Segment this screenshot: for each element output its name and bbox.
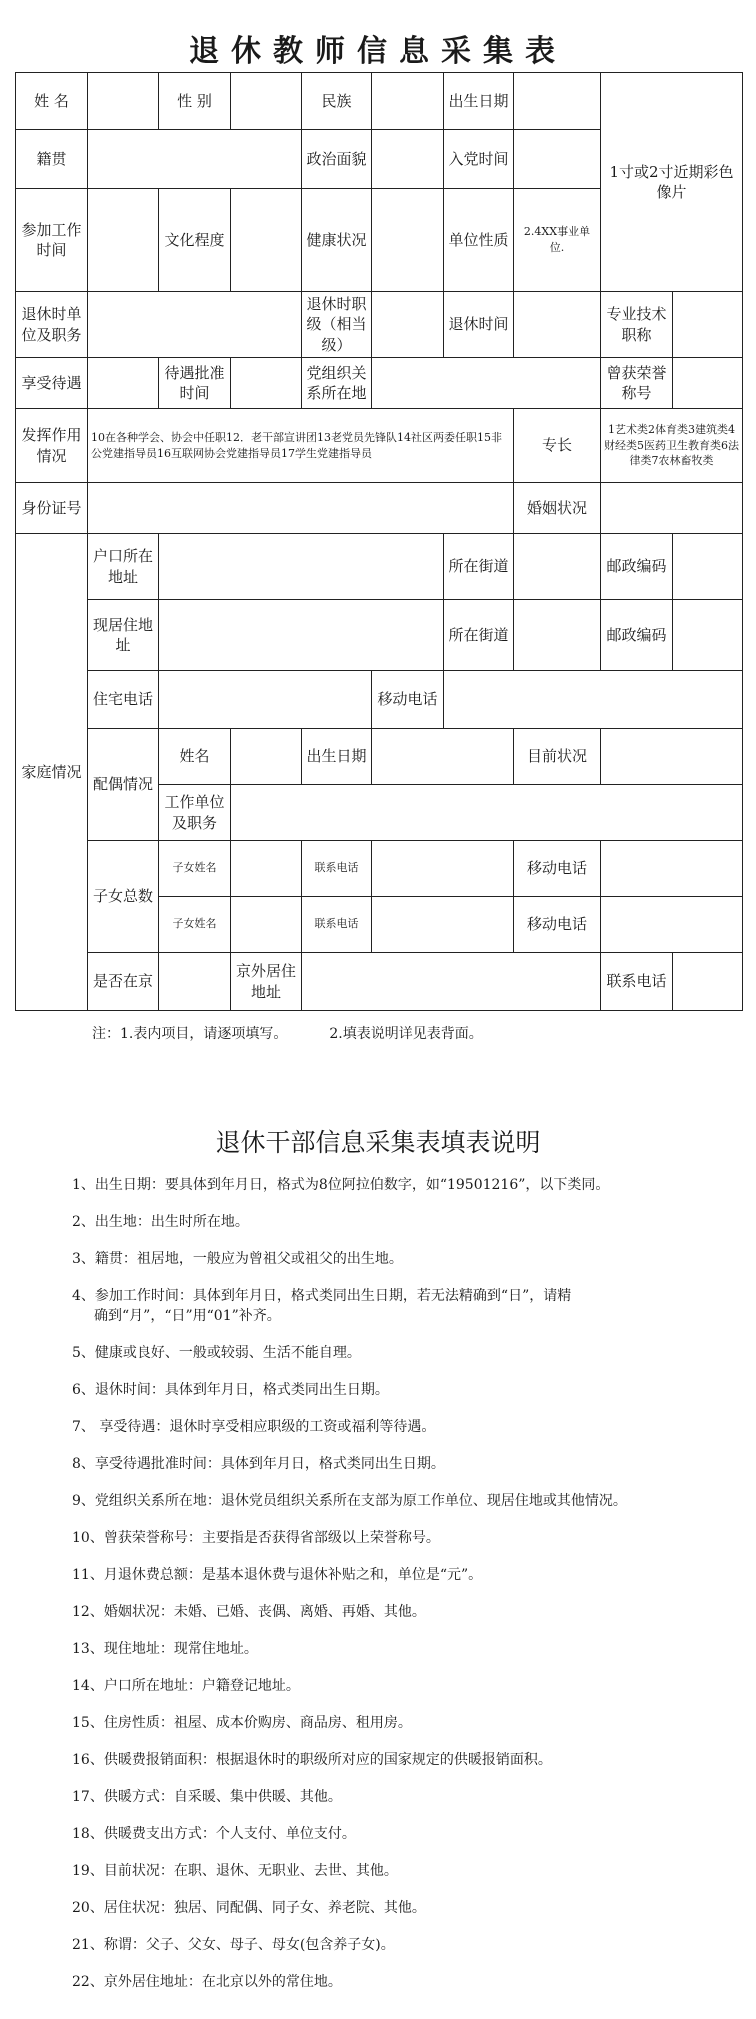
unit-nature-value[interactable]: 2.4XX事业单位. — [514, 189, 601, 292]
child-name-label: 子女姓名 — [159, 897, 231, 953]
specialty-label: 专长 — [514, 409, 601, 483]
family-label: 家庭情况 — [16, 534, 88, 1011]
instruction-item: 11、月退休费总额：是基本退休费与退休补贴之和，单位是“元”。 — [72, 1567, 483, 1583]
street-input[interactable] — [514, 600, 601, 671]
instruction-item: 1、出生日期：要具体到年月日，格式为8位阿拉伯数字，如“19501216”，以下类同。 — [72, 1177, 610, 1193]
info-form-table — [15, 72, 743, 1011]
gender-label: 性 别 — [159, 73, 231, 130]
instruction-item: 14、户口所在地址：户籍登记地址。 — [72, 1678, 300, 1694]
native-place-input[interactable] — [88, 130, 302, 189]
name-input[interactable] — [88, 73, 159, 130]
note-item-2: 2.填表说明详见表背面。 — [329, 1026, 483, 1042]
spouse-birthdate-label: 出生日期 — [302, 729, 372, 785]
contact-phone-input[interactable] — [372, 841, 514, 897]
birthdate-label: 出生日期 — [444, 73, 514, 130]
spouse-work-label: 工作单位及职务 — [159, 785, 231, 841]
marital-input[interactable] — [601, 483, 743, 534]
mobile-label: 移动电话 — [514, 897, 601, 953]
home-phone-input[interactable] — [159, 671, 372, 729]
instruction-item: 21、称谓：父子、父女、母子、母女(包含养子女)。 — [72, 1937, 395, 1953]
child-name-input[interactable] — [231, 841, 302, 897]
retire-unit-label: 退休时单位及职务 — [16, 292, 88, 358]
instruction-item: 3、籍贯：祖居地，一般应为曾祖父或祖父的出生地。 — [72, 1251, 403, 1267]
photo-box[interactable]: 1寸或2寸近期彩色像片 — [601, 73, 743, 292]
retire-rank-label: 退休时职级（相当级） — [302, 292, 372, 358]
street-input[interactable] — [514, 534, 601, 600]
political-input[interactable] — [372, 130, 444, 189]
spouse-name-label: 姓名 — [159, 729, 231, 785]
role-value[interactable]: 10在各种学会、协会中任职12．老干部宣讲团13老党员先锋队14社区两委任职15非公党建指导员16互联网协会党建指导员17学生党建指导员 — [88, 409, 514, 483]
instruction-item: 5、健康或良好、一般或较弱、生活不能自理。 — [72, 1345, 361, 1361]
outside-beijing-label: 京外居住地址 — [231, 953, 302, 1011]
id-label: 身份证号 — [16, 483, 88, 534]
instruction-item: 18、供暖费支出方式：个人支付、单位支付。 — [72, 1826, 356, 1842]
contact-phone-label: 联系电话 — [302, 897, 372, 953]
in-beijing-label: 是否在京 — [88, 953, 159, 1011]
instruction-item: 12、婚姻状况：未婚、已婚、丧偶、离婚、再婚、其他。 — [72, 1604, 426, 1620]
children-count-label: 子女总数 — [88, 841, 159, 953]
spouse-birthdate-input[interactable] — [372, 729, 514, 785]
gender-input[interactable] — [231, 73, 302, 130]
mobile-input[interactable] — [601, 841, 743, 897]
instruction-item: 9、党组织关系所在地：退休党员组织关系所在支部为原工作单位、现居住地或其他情况。 — [72, 1493, 627, 1509]
honor-label: 曾获荣誉称号 — [601, 358, 673, 409]
instruction-item: 4、参加工作时间：具体到年月日，格式类同出生日期，若无法精确到“日”，请精 确到“月”，“日”用“01”补齐。 — [72, 1288, 572, 1324]
in-beijing-input[interactable] — [159, 953, 231, 1011]
postcode-input[interactable] — [673, 600, 743, 671]
party-join-label: 入党时间 — [444, 130, 514, 189]
mobile-label: 移动电话 — [514, 841, 601, 897]
instruction-item: 7、 享受待遇：退休时享受相应职级的工资或福利等待遇。 — [72, 1419, 436, 1435]
current-status-label: 目前状况 — [514, 729, 601, 785]
unit-nature-label: 单位性质 — [444, 189, 514, 292]
retire-time-label: 退休时间 — [444, 292, 514, 358]
instruction-item: 2、出生地：出生时所在地。 — [72, 1214, 249, 1230]
id-input[interactable] — [88, 483, 514, 534]
education-label: 文化程度 — [159, 189, 231, 292]
mobile-input[interactable] — [601, 897, 743, 953]
instruction-item: 6、退休时间：具体到年月日，格式类同出生日期。 — [72, 1382, 389, 1398]
title-label: 专业技术职称 — [601, 292, 673, 358]
party-join-input[interactable] — [514, 130, 601, 189]
contact-phone-label: 联系电话 — [302, 841, 372, 897]
instruction-item: 13、现住地址：现常住地址。 — [72, 1641, 258, 1657]
instruction-item: 22、京外居住地址：在北京以外的常住地。 — [72, 1974, 342, 1990]
instruction-item: 19、目前状况：在职、退休、无职业、去世、其他。 — [72, 1863, 398, 1879]
instruction-item: 10、曾获荣誉称号：主要指是否获得省部级以上荣誉称号。 — [72, 1530, 440, 1546]
residence-input[interactable] — [159, 600, 444, 671]
name-label: 姓 名 — [16, 73, 88, 130]
postcode-label: 邮政编码 — [601, 600, 673, 671]
current-status-input[interactable] — [601, 729, 743, 785]
contact-phone-input[interactable] — [673, 953, 743, 1011]
residence-label: 现居住地址 — [88, 600, 159, 671]
street-label: 所在街道 — [444, 534, 514, 600]
instruction-item: 20、居住状况：独居、同配偶、同子女、养老院、其他。 — [72, 1900, 426, 1916]
political-label: 政治面貌 — [302, 130, 372, 189]
instruction-item: 16、供暖费报销面积：根据退休时的职级所对应的国家规定的供暖报销面积。 — [72, 1752, 552, 1768]
retire-time-input[interactable] — [514, 292, 601, 358]
retire-rank-input[interactable] — [372, 292, 444, 358]
native-place-label: 籍贯 — [16, 130, 88, 189]
mobile-input[interactable] — [444, 671, 743, 729]
home-phone-label: 住宅电话 — [88, 671, 159, 729]
party-org-input[interactable] — [372, 358, 601, 409]
contact-phone-input[interactable] — [372, 897, 514, 953]
instruction-item: 15、住房性质：祖屋、成本价购房、商品房、租用房。 — [72, 1715, 412, 1731]
outside-beijing-input[interactable] — [302, 953, 601, 1011]
retire-unit-input[interactable] — [88, 292, 302, 358]
form-note — [92, 1023, 483, 1043]
child-name-label: 子女姓名 — [159, 841, 231, 897]
instruction-item: 8、享受待遇批准时间：具体到年月日，格式类同出生日期。 — [72, 1456, 445, 1472]
health-input[interactable] — [372, 189, 444, 292]
title-input[interactable] — [673, 292, 743, 358]
spouse-label: 配偶情况 — [88, 729, 159, 841]
form-title: 退休教师信息采集表 — [189, 34, 567, 69]
ethnicity-label: 民族 — [302, 73, 372, 130]
postcode-label: 邮政编码 — [601, 534, 673, 600]
role-label: 发挥作用情况 — [16, 409, 88, 483]
treatment-approval-label: 待遇批准时间 — [159, 358, 231, 409]
health-label: 健康状况 — [302, 189, 372, 292]
mobile-label: 移动电话 — [372, 671, 444, 729]
treatment-label: 享受待遇 — [16, 358, 88, 409]
specialty-value[interactable]: 1艺术类2体育类3建筑类4财经类5医药卫生教育类6法律类7农林畜牧类 — [601, 409, 743, 483]
treatment-approval-input[interactable] — [231, 358, 302, 409]
spouse-work-input[interactable] — [231, 785, 743, 841]
child-name-input[interactable] — [231, 897, 302, 953]
party-org-label: 党组织关系所在地 — [302, 358, 372, 409]
treatment-input[interactable] — [88, 358, 159, 409]
birthdate-input[interactable] — [514, 73, 601, 130]
education-input[interactable] — [231, 189, 302, 292]
instruction-item: 17、供暖方式：自采暖、集中供暖、其他。 — [72, 1789, 342, 1805]
work-start-input[interactable] — [88, 189, 159, 292]
ethnicity-input[interactable] — [372, 73, 444, 130]
hukou-label: 户口所在地址 — [88, 534, 159, 600]
hukou-input[interactable] — [159, 534, 444, 600]
postcode-input[interactable] — [673, 534, 743, 600]
spouse-name-input[interactable] — [231, 729, 302, 785]
instructions-list — [72, 1175, 744, 2009]
marital-label: 婚姻状况 — [514, 483, 601, 534]
contact-phone-label: 联系电话 — [601, 953, 673, 1011]
honor-input[interactable] — [673, 358, 743, 409]
work-start-label: 参加工作时间 — [16, 189, 88, 292]
note-item-1: 注：1.表内项目，请逐项填写。 — [92, 1026, 288, 1042]
instructions-title: 退休干部信息采集表填表说明 — [215, 1128, 541, 1157]
street-label: 所在街道 — [444, 600, 514, 671]
